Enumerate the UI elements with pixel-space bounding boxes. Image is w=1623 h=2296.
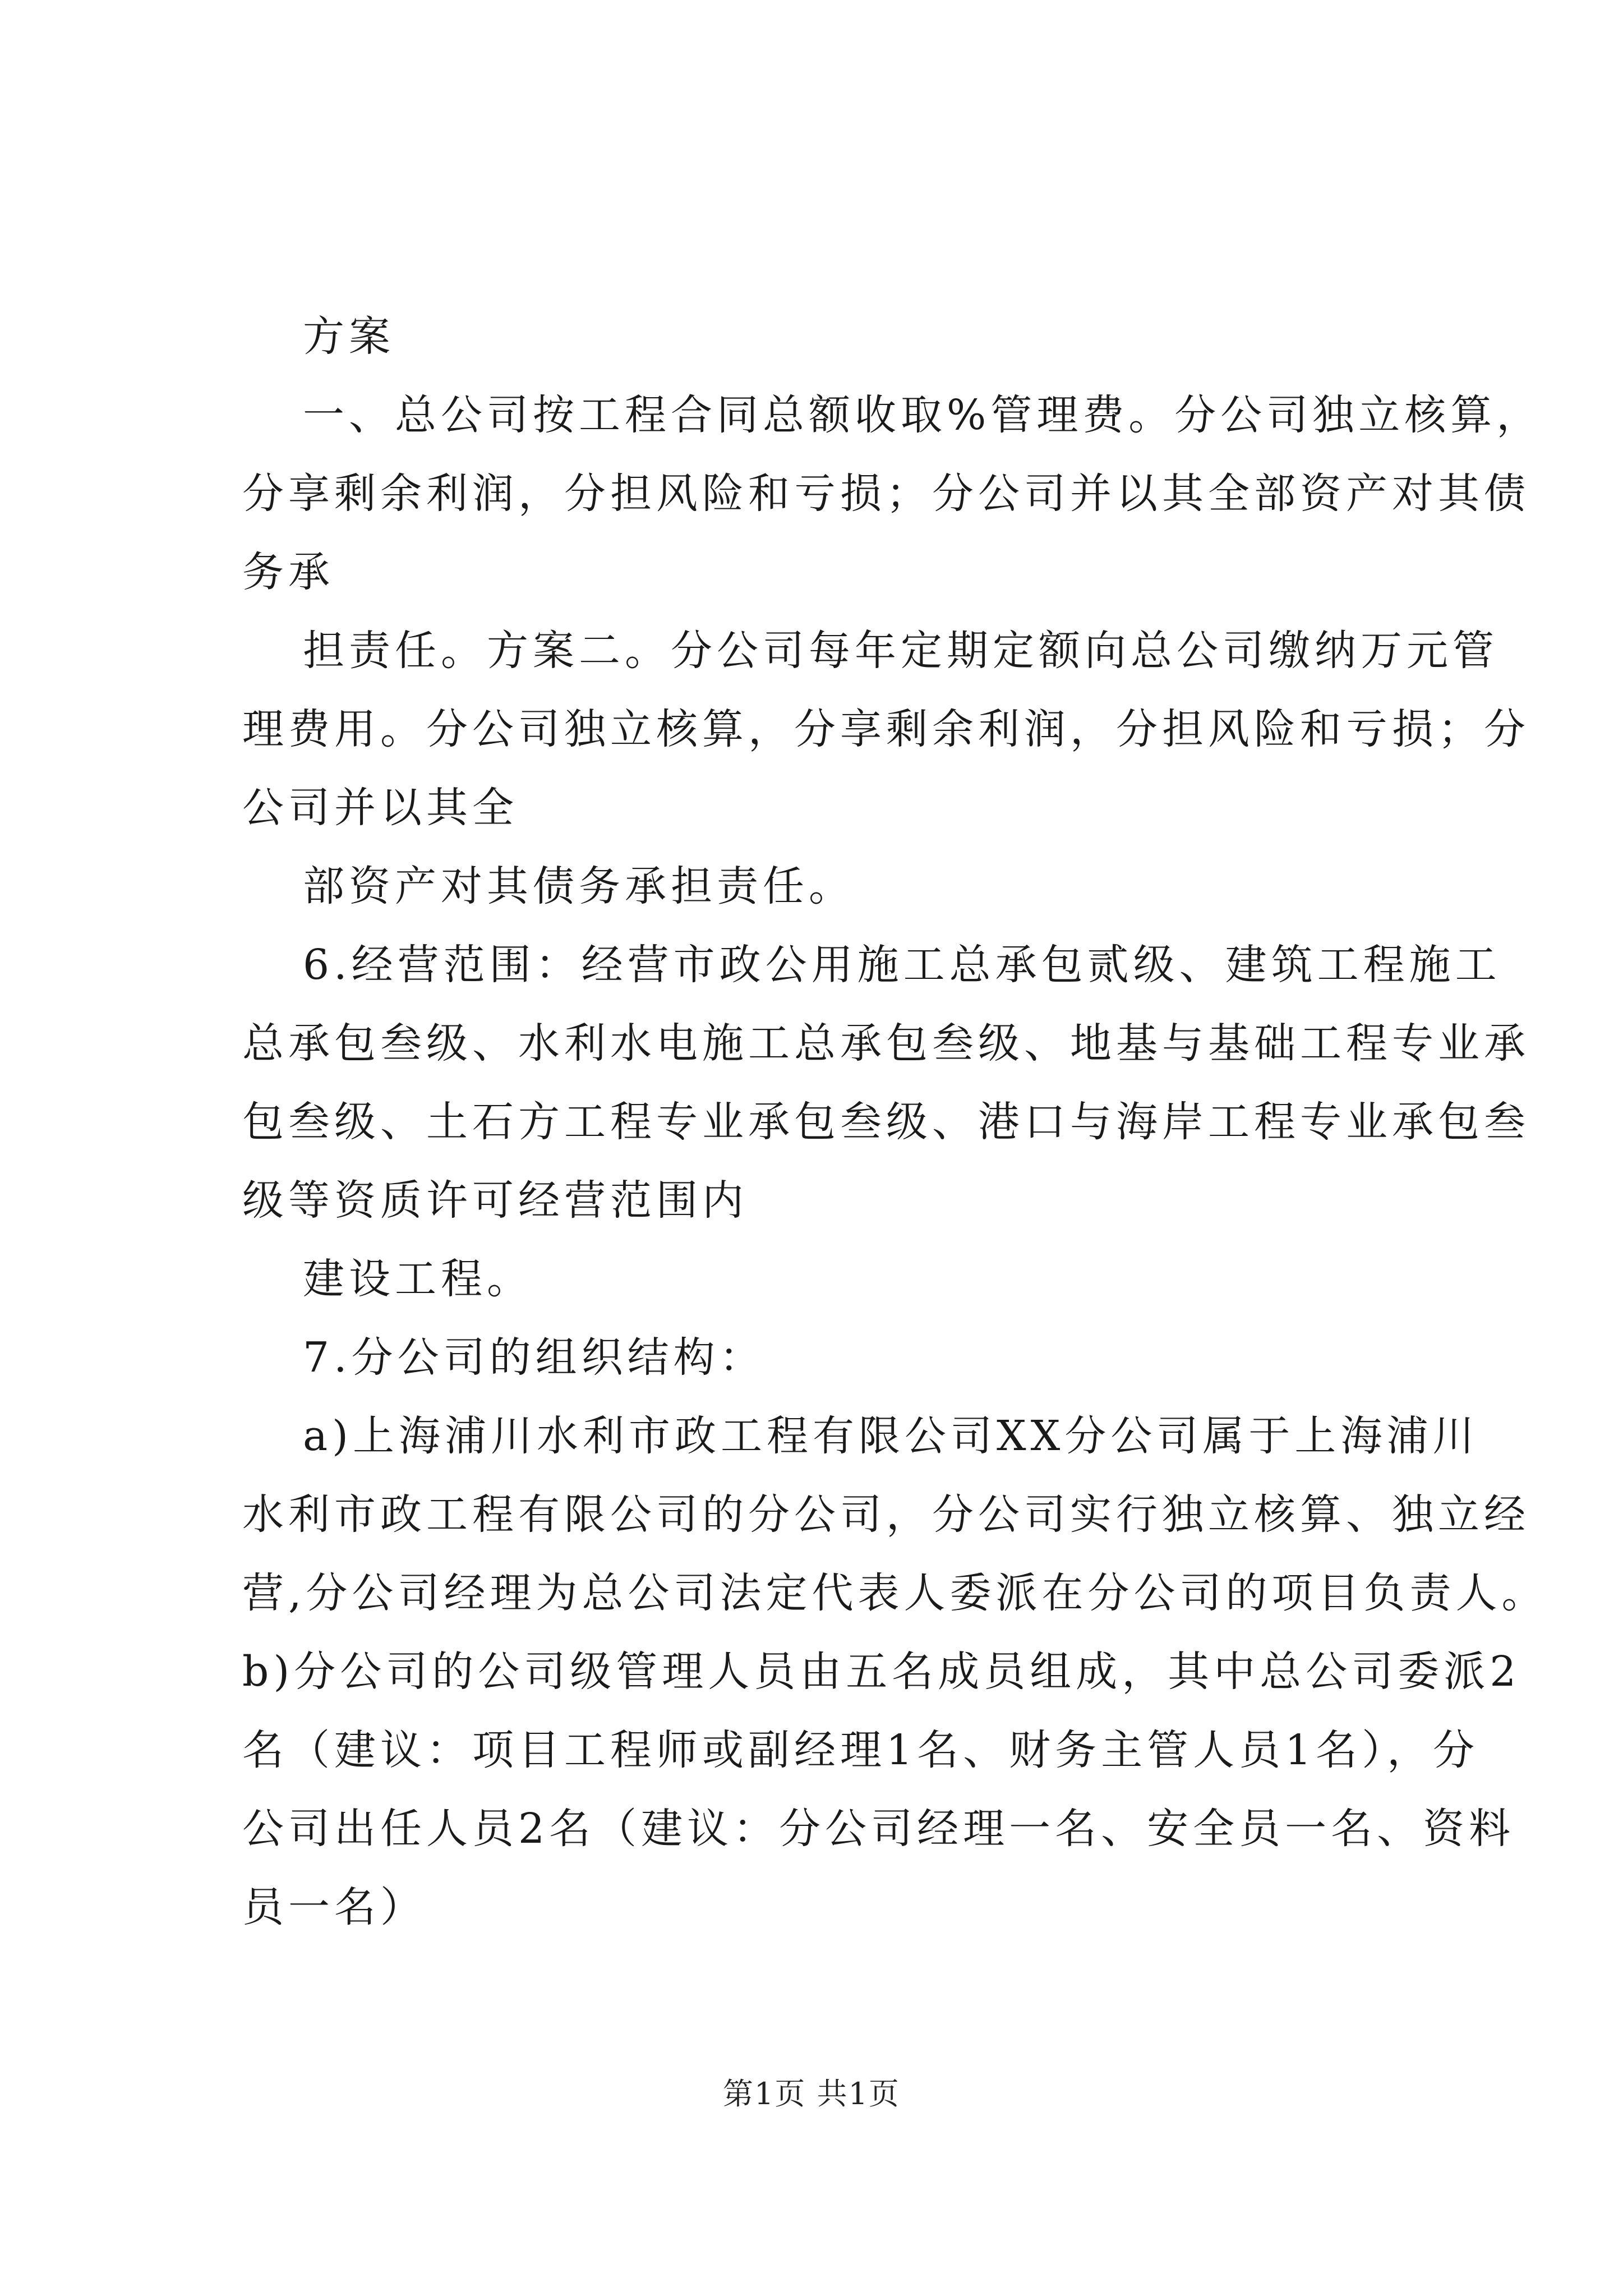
- text-line: a)上海浦川水利市政工程有限公司XX分公司属于上海浦川: [303, 1412, 1479, 1460]
- text-line: 公司并以其全: [242, 784, 518, 832]
- text-line: 6.经营范围：经营市政公用施工总承包贰级、建筑工程施工: [303, 941, 1501, 989]
- text-line: 员一名）: [242, 1883, 426, 1931]
- text-line: 公司出任人员2名（建议：分公司经理一名、安全员一名、资料: [242, 1805, 1515, 1853]
- text-line: 务承: [242, 548, 334, 596]
- text-line: 一、总公司按工程合同总额收取%管理费。分公司独立核算，: [303, 391, 1543, 439]
- page-footer: 第1页 共1页: [723, 2076, 900, 2111]
- text-line: 部资产对其债务承担责任。: [303, 862, 855, 910]
- text-line: 营,分公司经理为总公司法定代表人委派在分公司的项目负责人。: [242, 1569, 1548, 1617]
- text-line: 包叁级、土石方工程专业承包叁级、港口与海岸工程专业承包叁: [242, 1098, 1530, 1146]
- text-line: 方案: [303, 312, 395, 361]
- text-line: 名（建议：项目工程师或副经理1名、财务主管人员1名），分: [242, 1726, 1479, 1774]
- text-line: 水利市政工程有限公司的分公司，分公司实行独立核算、独立经: [242, 1490, 1530, 1539]
- text-line: 级等资质许可经营范围内: [242, 1176, 748, 1225]
- text-line: 分享剩余利润，分担风险和亏损；分公司并以其全部资产对其债: [242, 470, 1530, 518]
- text-line: 建设工程。: [303, 1255, 533, 1303]
- text-line: 理费用。分公司独立核算，分享剩余利润，分担风险和亏损；分: [242, 705, 1530, 753]
- text-line: b)分公司的公司级管理人员由五名成员组成，其中总公司委派2: [242, 1648, 1521, 1696]
- text-line: 7.分公司的组织结构：: [303, 1333, 766, 1382]
- text-line: 总承包叁级、水利水电施工总承包叁级、地基与基础工程专业承: [242, 1019, 1530, 1068]
- text-line: 担责任。方案二。分公司每年定期定额向总公司缴纳万元管: [303, 627, 1498, 675]
